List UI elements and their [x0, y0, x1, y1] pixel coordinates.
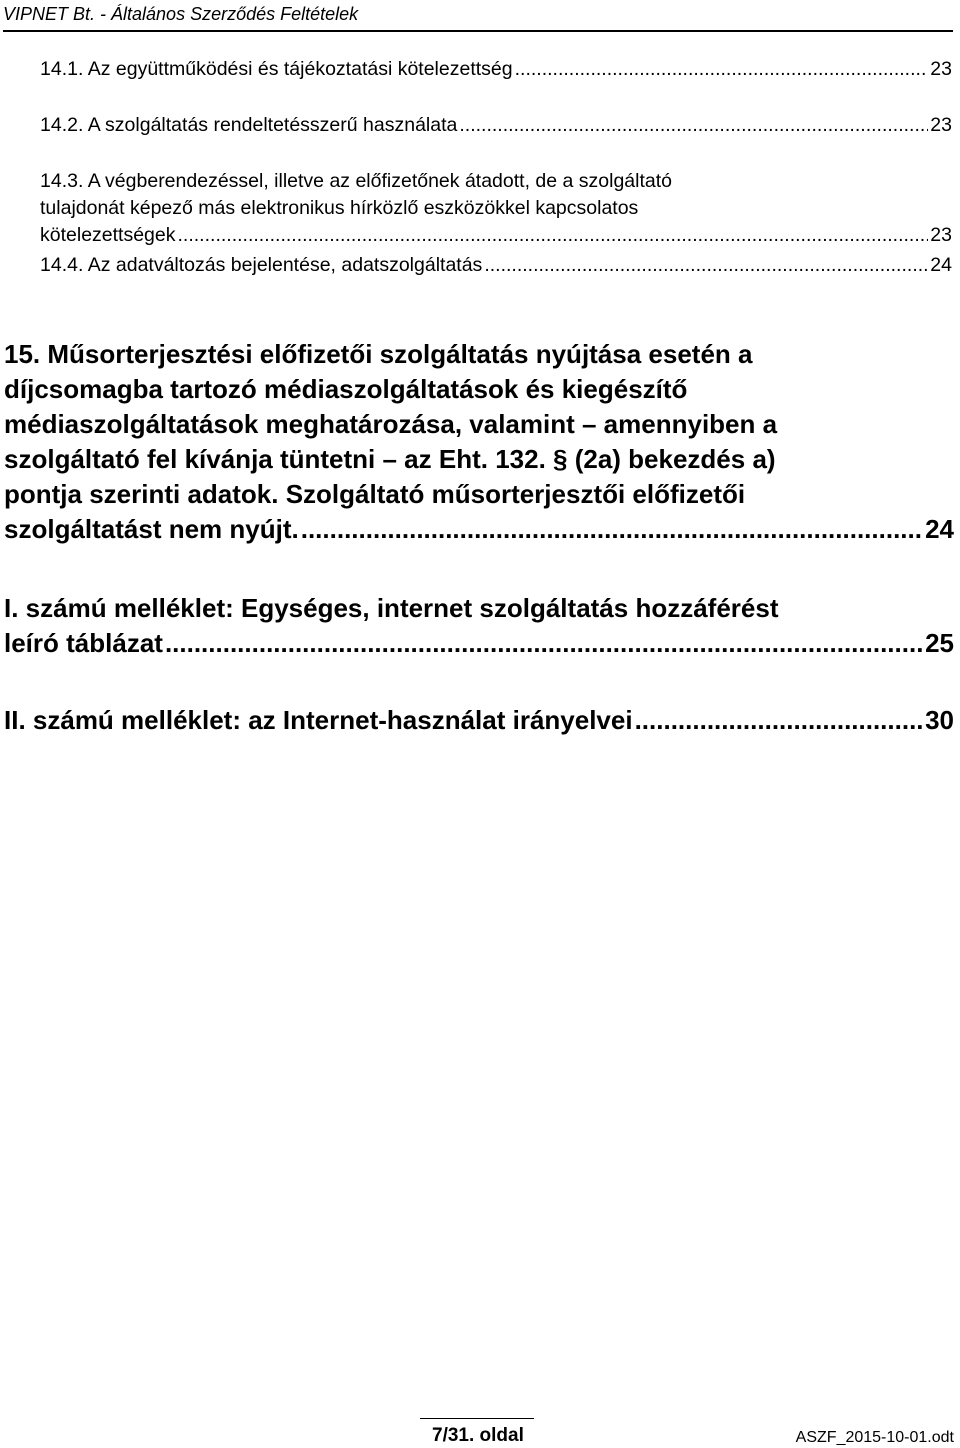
toc-entry-title-line: médiaszolgáltatások meghatározása, valamint – amennyiben a — [4, 409, 778, 439]
document-header-title: VIPNET Bt. - Általános Szerződés Feltételek — [3, 4, 359, 24]
footer-divider — [420, 1418, 534, 1419]
toc-entry-title-line: kötelezettségek — [40, 224, 176, 246]
toc-entry-annex-1[interactable] — [4, 591, 954, 661]
toc-entry-title: 14.2. A szolgáltatás rendeltetésszerű használata — [40, 114, 458, 136]
dot-leader — [165, 626, 923, 661]
toc-entry-title-line: leíró táblázat — [4, 628, 163, 658]
toc-entry-title-line: I. számú melléklet: Egységes, internet szolgáltatás hozzáférést — [4, 593, 779, 623]
toc-entry-14-2[interactable] — [40, 112, 952, 139]
toc-entry-14-1[interactable] — [40, 56, 952, 83]
toc-page-number: 23 — [930, 58, 952, 80]
toc-entry-title-line: szolgáltató fel kívánja tüntetni – az Eht. 132. § (2a) bekezdés a) — [4, 444, 776, 474]
toc-page-number: 30 — [925, 705, 954, 735]
toc-page-number: 24 — [925, 514, 954, 544]
toc-entry-title-line: díjcsomagba tartozó médiaszolgáltatások és kiegészítő — [4, 374, 688, 404]
dot-leader — [635, 703, 924, 738]
footer-filename: ASZF_2015-10-01.odt — [795, 1429, 954, 1446]
toc-page-number: 24 — [930, 254, 952, 276]
toc-entry-14-4[interactable] — [40, 252, 952, 279]
toc-entry-title-line: tulajdonát képező más elektronikus hírközlő eszközökkel kapcsolatos — [40, 197, 639, 219]
dot-leader — [178, 222, 929, 249]
dot-leader — [301, 512, 923, 547]
dot-leader — [459, 112, 928, 139]
toc-entry-title: 14.4. Az adatváltozás bejelentése, adatszolgáltatás — [40, 254, 483, 276]
footer-page-number: 7/31. oldal — [432, 1425, 524, 1446]
toc-page-number: 25 — [925, 628, 954, 658]
toc-entry-15[interactable] — [4, 337, 954, 547]
toc-entry-title: 14.1. Az együttműködési és tájékoztatási kötelezettség — [40, 58, 513, 80]
toc-entry-title-line: 14.3. A végberendezéssel, illetve az előfizetőnek átadott, de a szolgáltató — [40, 170, 673, 192]
header-divider — [3, 30, 953, 32]
dot-leader — [484, 252, 928, 279]
toc-entry-annex-2[interactable] — [4, 703, 954, 738]
toc-entry-14-3[interactable] — [40, 168, 952, 249]
toc-page-number: 23 — [930, 114, 952, 136]
toc-page-number: 23 — [930, 224, 952, 246]
dot-leader — [515, 56, 929, 83]
toc-entry-title-line: pontja szerinti adatok. Szolgáltató műsorterjesztői előfizetői — [4, 479, 746, 509]
toc-entry-title-line: 15. Műsorterjesztési előfizetői szolgáltatás nyújtása esetén a — [4, 339, 753, 369]
toc-entry-title-line: szolgáltatást nem nyújt. — [4, 514, 299, 544]
toc-entry-title: II. számú melléklet: az Internet-használat irányelvei — [4, 705, 633, 735]
